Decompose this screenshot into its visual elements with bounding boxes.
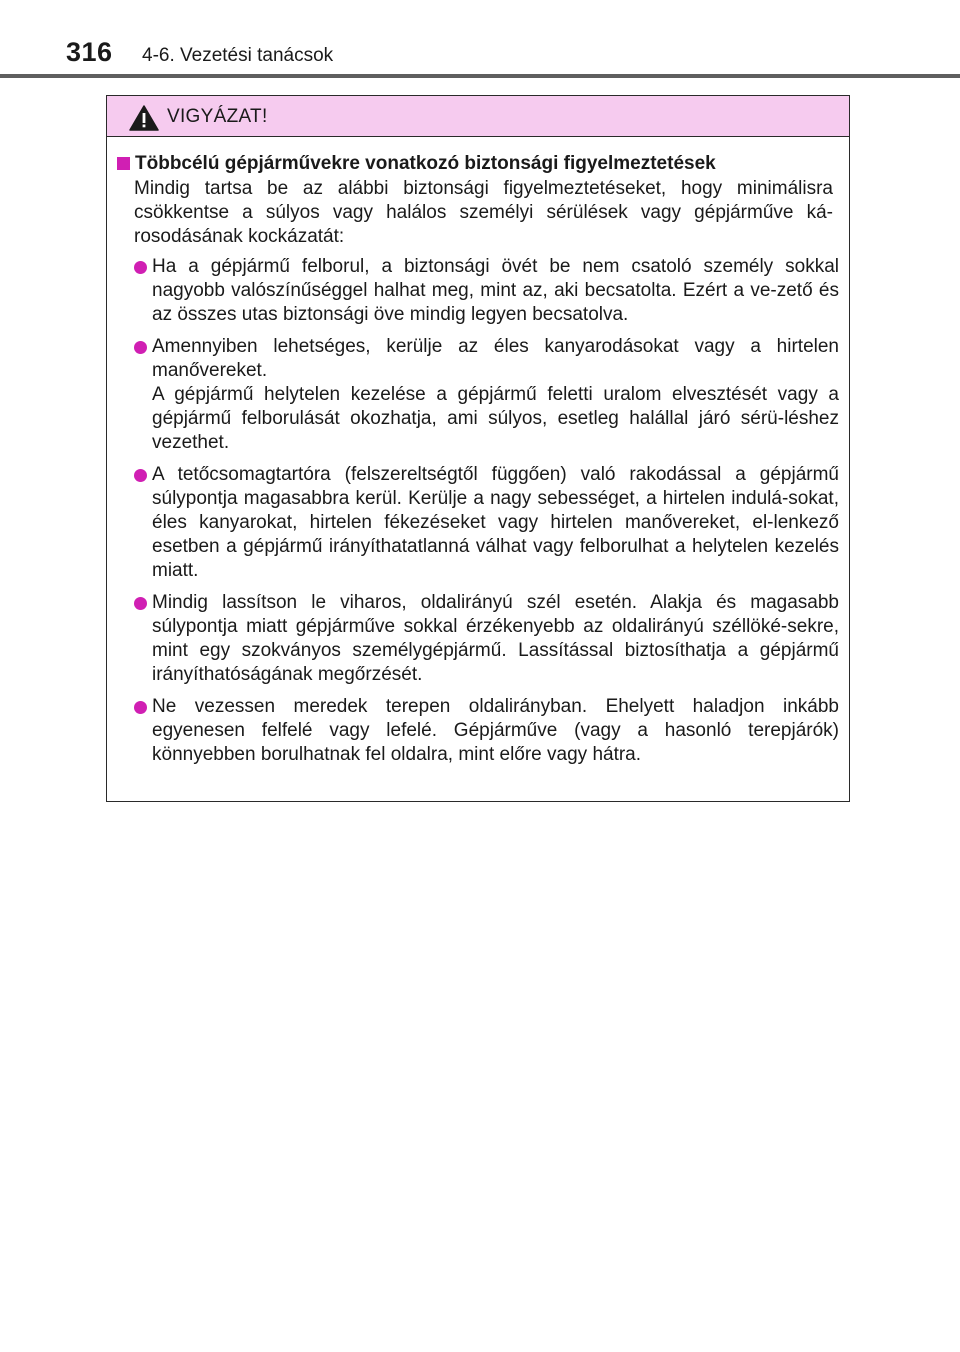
bullet-paragraph: Ha a gépjármű felborul, a biztonsági övét be nem csatoló személy sokkal nagyobb valószínűséggel halhat meg, mint az, aki becsatolta. Ezért a ve-zető és az összes utas biztonsági öve mindig legyen becsatolva. xyxy=(152,256,839,325)
circle-bullet-icon xyxy=(134,469,147,482)
header-divider xyxy=(0,74,960,78)
caution-intro: Mindig tartsa be az alábbi biztonsági figyelmeztetéseket, hogy minimálisra csökkentse a súlyos vagy halálos személyi sérülések vagy gépjárműve ká-rosodásának kockázatát: xyxy=(134,178,833,247)
bullet-paragraph: A tetőcsomagtartóra (felszereltségtől függően) való rakodással a gépjármű súlypontja magasabbra kerül. Kerülje a nagy sebességet, a hirtelen indulá-sokat, éles kanyarokat, hirtelen fékezéseket vagy hirtelen manővereket, el-lenkező esetben a gépjármű irányíthatatlanná válhat vagy felborulhat a helytelen kezelés miatt. xyxy=(152,464,839,581)
caution-header xyxy=(107,96,849,137)
caution-label: VIGYÁZAT! xyxy=(167,106,268,127)
list-item xyxy=(117,255,839,327)
circle-bullet-icon xyxy=(134,597,147,610)
square-bullet-icon xyxy=(117,157,130,170)
list-item xyxy=(117,463,839,583)
list-item xyxy=(117,695,839,767)
bullet-paragraph: Mindig lassítson le viharos, oldalirányú szél esetén. Alakja és magasabb súlypontja miatt gépjárműve sokkal érzékenyebb az oldalirányú széllöké-sekre, mint egy szokványos személygépjármű. Lassítással biztosíthatja a gépjármű irányíthatóságának megőrzését. xyxy=(152,592,839,685)
circle-bullet-icon xyxy=(134,261,147,274)
caution-heading-text: Többcélú gépjárművekre vonatkozó biztonsági figyelmeztetések xyxy=(135,153,716,174)
list-item xyxy=(117,591,839,687)
caution-body xyxy=(107,137,849,767)
page-header xyxy=(0,0,960,80)
caution-heading xyxy=(117,151,839,177)
caution-box xyxy=(106,95,850,802)
bullet-paragraph: Amennyiben lehetséges, kerülje az éles kanyarodásokat vagy a hirtelen manővereket. xyxy=(152,336,839,381)
section-title: 4-6. Vezetési tanácsok xyxy=(142,45,334,66)
warning-triangle-icon xyxy=(129,105,159,131)
circle-bullet-icon xyxy=(134,341,147,354)
bullet-paragraph: A gépjármű helytelen kezelése a gépjármű feletti uralom elvesztését vagy a gépjármű felborulását okozhatja, ami súlyos, esetleg halállal járó sérü-léshez vezethet. xyxy=(152,384,839,453)
page-number: 316 xyxy=(66,37,113,67)
list-item xyxy=(117,335,839,455)
circle-bullet-icon xyxy=(134,701,147,714)
bullet-paragraph: Ne vezessen meredek terepen oldalirányban. Ehelyett haladjon inkább egyenesen felfelé vagy lefelé. Gépjárműve (vagy a hasonló terepjárók) könnyebben borulhatnak fel oldalra, mint előre vagy hátra. xyxy=(152,696,839,765)
